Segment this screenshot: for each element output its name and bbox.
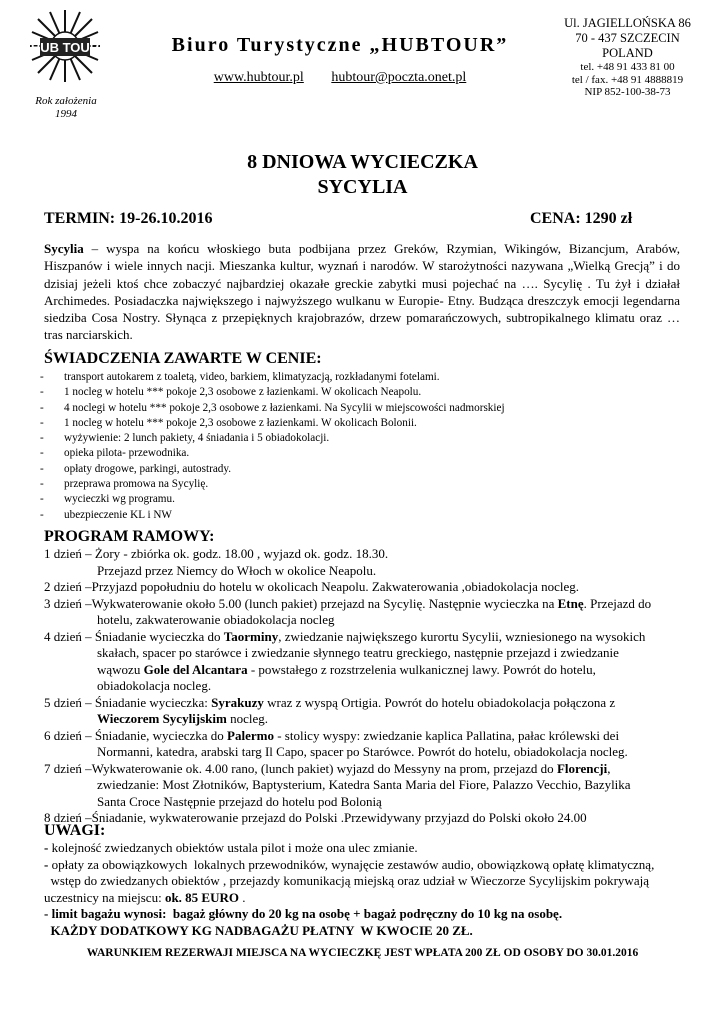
company-address (540, 16, 715, 99)
program-day-continuation: zwiedzanie: Most Złotników, Baptysterium, Katedra Santa Maria del Fiore, Palazzo Vecchio, Bazylika (97, 777, 631, 792)
notes-heading: UWAGI: (44, 822, 106, 839)
program-day: 3 dzień –Wykwaterowanie około 5.00 (lunch pakiet) przejazd na Sycylię. Następnie wycieczka na Etnę. Przejazd do (44, 595, 652, 611)
program-section (44, 528, 215, 546)
address-line: Ul. JAGIELLOŃSKA 86 (564, 16, 691, 30)
included-list (40, 370, 680, 523)
note-line: uczestnicy na miejscu: ok. 85 EURO . (44, 889, 246, 905)
day-label: 5 dzień – (44, 694, 95, 710)
page-title (0, 150, 725, 200)
day-label: 1 dzień – (44, 546, 95, 561)
program-heading: PROGRAM RAMOWY: (44, 528, 215, 545)
program-day: 5 dzień – Śniadanie wycieczka: Syrakuzy wraz z wyspą Ortigia. Powrót do hotelu obiadokolacja połączona z (44, 694, 616, 710)
founded-note (22, 95, 110, 121)
website-link[interactable]: www.hubtour.pl (213, 70, 304, 85)
program-day-continuation: Santa Croce Następnie przejazd do hotelu pod Bolonią (97, 793, 382, 809)
program-day-continuation: skałach, spacer po starówce i zwiedzanie słynnego teatru greckiego, następnie przejazd i zwiedzanie (97, 645, 619, 660)
day-label: 6 dzień – (44, 727, 95, 743)
included-heading: ŚWIADCZENIA ZAWARTE W CENIE: (44, 350, 322, 367)
note-line: - limit bagażu wynosi: bagaż główny do 20 kg na osobę + bagaż podręczny do 10 kg na osobę. (44, 906, 563, 921)
included-item: - przeprawa promowa na Sycylię. (40, 477, 680, 492)
program-day-continuation: obiadokolacja nocleg. (97, 678, 212, 693)
program-day-continuation: Normanni, katedra, arabski targ Il Capo, spacer po Starówce. Powrót do hotelu, obiadokolacja nocleg. (97, 744, 628, 759)
program-day: 8 dzień –Śniadanie, wykwaterowanie przejazd do Polski .Przewidywany przyjazd do Polski około 24.00 (44, 810, 587, 825)
program-day: 2 dzień –Przyjazd popołudniu do hotelu w okolicach Neapolu. Zakwaterowania ,obiadokolacja nocleg. (44, 579, 580, 594)
trip-dates: TERMIN: 19-26.10.2016 (44, 210, 213, 227)
program-day-continuation: wąwozu Gole del Alcantara - powstałego z rozstrzelenia wulkanicznej lawy. Powrót do hotelu, (97, 661, 596, 677)
included-item: - 4 noclegi w hotelu *** pokoje 2,3 osobowe z łazienkami. Na Sycylii w miejscowości nadmorskiej (40, 401, 680, 416)
email-link[interactable]: hubtour@poczta.onet.pl (331, 70, 467, 85)
program-day: 1 dzień – Żory - zbiórka ok. godz. 18.00 , wyjazd ok. godz. 18.30. (44, 546, 389, 561)
company-name: Biuro Turystyczne „HUBTOUR” (171, 34, 509, 56)
reservation-condition: WARUNKIEM REZERWAJI MIEJSCA NA WYCIECZKĘ JEST WPŁATA 200 ZŁ OD OSOBY DO 30.01.2016 (86, 947, 639, 959)
program-day-continuation: Przejazd przez Niemcy do Włoch w okolice Neapolu. (97, 562, 377, 578)
included-item: - transport autokarem z toaletą, video, barkiem, klimatyzacją, rozkładanymi fotelami. (40, 370, 680, 385)
phone-line: tel. +48 91 433 81 00 (580, 61, 675, 73)
address-line: POLAND (602, 46, 653, 60)
founded-year: 1994 (55, 108, 77, 120)
note-line: - kolejność zwiedzanych obiektów ustala pilot i może ona ulec zmianie. (44, 840, 418, 855)
title-destination: SYCYLIA (317, 176, 408, 198)
address-line: 70 - 437 SZCZECIN (575, 31, 680, 45)
included-item: - 1 nocleg w hotelu *** pokoje 2,3 osobowe z łazienkami. W okolicach Bolonii. (40, 416, 680, 431)
founded-label: Rok założenia (35, 95, 97, 107)
included-item: - wyżywienie: 2 lunch pakiety, 4 śniadania i 5 obiadokolacji. (40, 431, 680, 446)
day-label: 4 dzień – (44, 628, 95, 644)
title-line: 8 DNIOWA WYCIECZKA (247, 151, 478, 173)
nip-line: NIP 852-100-38-73 (584, 86, 671, 98)
logo-text: HUB TOUR (30, 40, 100, 55)
fax-line: tel / fax. +48 91 4888819 (571, 73, 684, 86)
company-logo (30, 10, 100, 85)
trip-price: CENA: 1290 zł (530, 210, 633, 227)
day-label: 3 dzień – (44, 595, 92, 611)
included-item: - wycieczki wg programu. (40, 492, 680, 507)
program-day: 4 dzień – Śniadanie wycieczka do Taorminy, zwiedzanie największego kurortu Sycylii, wzniesionego na wysokich (44, 628, 646, 644)
day-label: 8 dzień – (44, 810, 92, 825)
notes-list (44, 840, 684, 939)
included-item: - opłaty drogowe, parkingi, autostrady. (40, 462, 680, 477)
note-line: KAŻDY DODATKOWY KG NADBAGAŻU PŁATNY W KWOCIE 20 ZŁ. (44, 922, 473, 938)
day-label: 2 dzień – (44, 579, 92, 594)
included-item: - 1 nocleg w hotelu *** pokoje 2,3 osobowe z łazienkami. W okolicach Neapolu. (40, 385, 680, 400)
day-label: 7 dzień – (44, 760, 92, 776)
program-day: 7 dzień –Wykwaterowanie ok. 4.00 rano, (lunch pakiet) wyjazd do Messyny na prom, przejazd do Florencji, (44, 760, 611, 776)
intro-paragraph: Sycylia – wyspa na końcu włoskiego buta podbijana przez Greków, Rzymian, Wikingów, Bizancjum, Arabów, Hiszpanów i wiele innych nacji. Mieszanka kultur, wyznań i narodów. W starożytności nazywana „Wielką Grecją” i do dzisiaj jeżeli ktoś chce zobaczyć najbardziej okazałe greckie zabytki musi pojechać na …. Sycylię . Tu żył i działał Archimedes. Posiadaczka największego i najwyższego wulkanu w Europie- Etny. Budząca dreszczyk emocji legendarna siedziba Cosa Nostry. Słynąca z przepięknych krajobrazów, drzew pomarańczowych, subtropikalnego klimatu oraz … tras narciarskich. (44, 241, 680, 343)
included-section (44, 350, 322, 368)
included-item: - ubezpieczenie KL i NW (40, 508, 680, 523)
included-item: - opieka pilota- przewodnika. (40, 446, 680, 461)
note-line: wstęp do zwiedzanych obiektów , przejazdy komunikacją miejską oraz udział w Wieczorze Sycylijskim pokrywają (44, 873, 649, 888)
program-day-continuation: hotelu, zakwaterowanie obiadokolacja nocleg (97, 612, 335, 627)
program-list (44, 546, 684, 827)
note-line: - opłaty za obowiązkowych lokalnych przewodników, wynajęcie zestawów audio, obowiązkową opłatę klimatyczną, (44, 856, 655, 872)
notes-section (44, 822, 105, 840)
contact-links (150, 70, 530, 86)
star-logo-icon (30, 10, 100, 85)
program-day-continuation: Wieczorem Sycylijskim nocleg. (97, 711, 269, 726)
program-day: 6 dzień – Śniadanie, wycieczka do Palermo - stolicy wyspy: zwiedzanie kaplica Pallatina, pałac królewski dei (44, 727, 620, 743)
